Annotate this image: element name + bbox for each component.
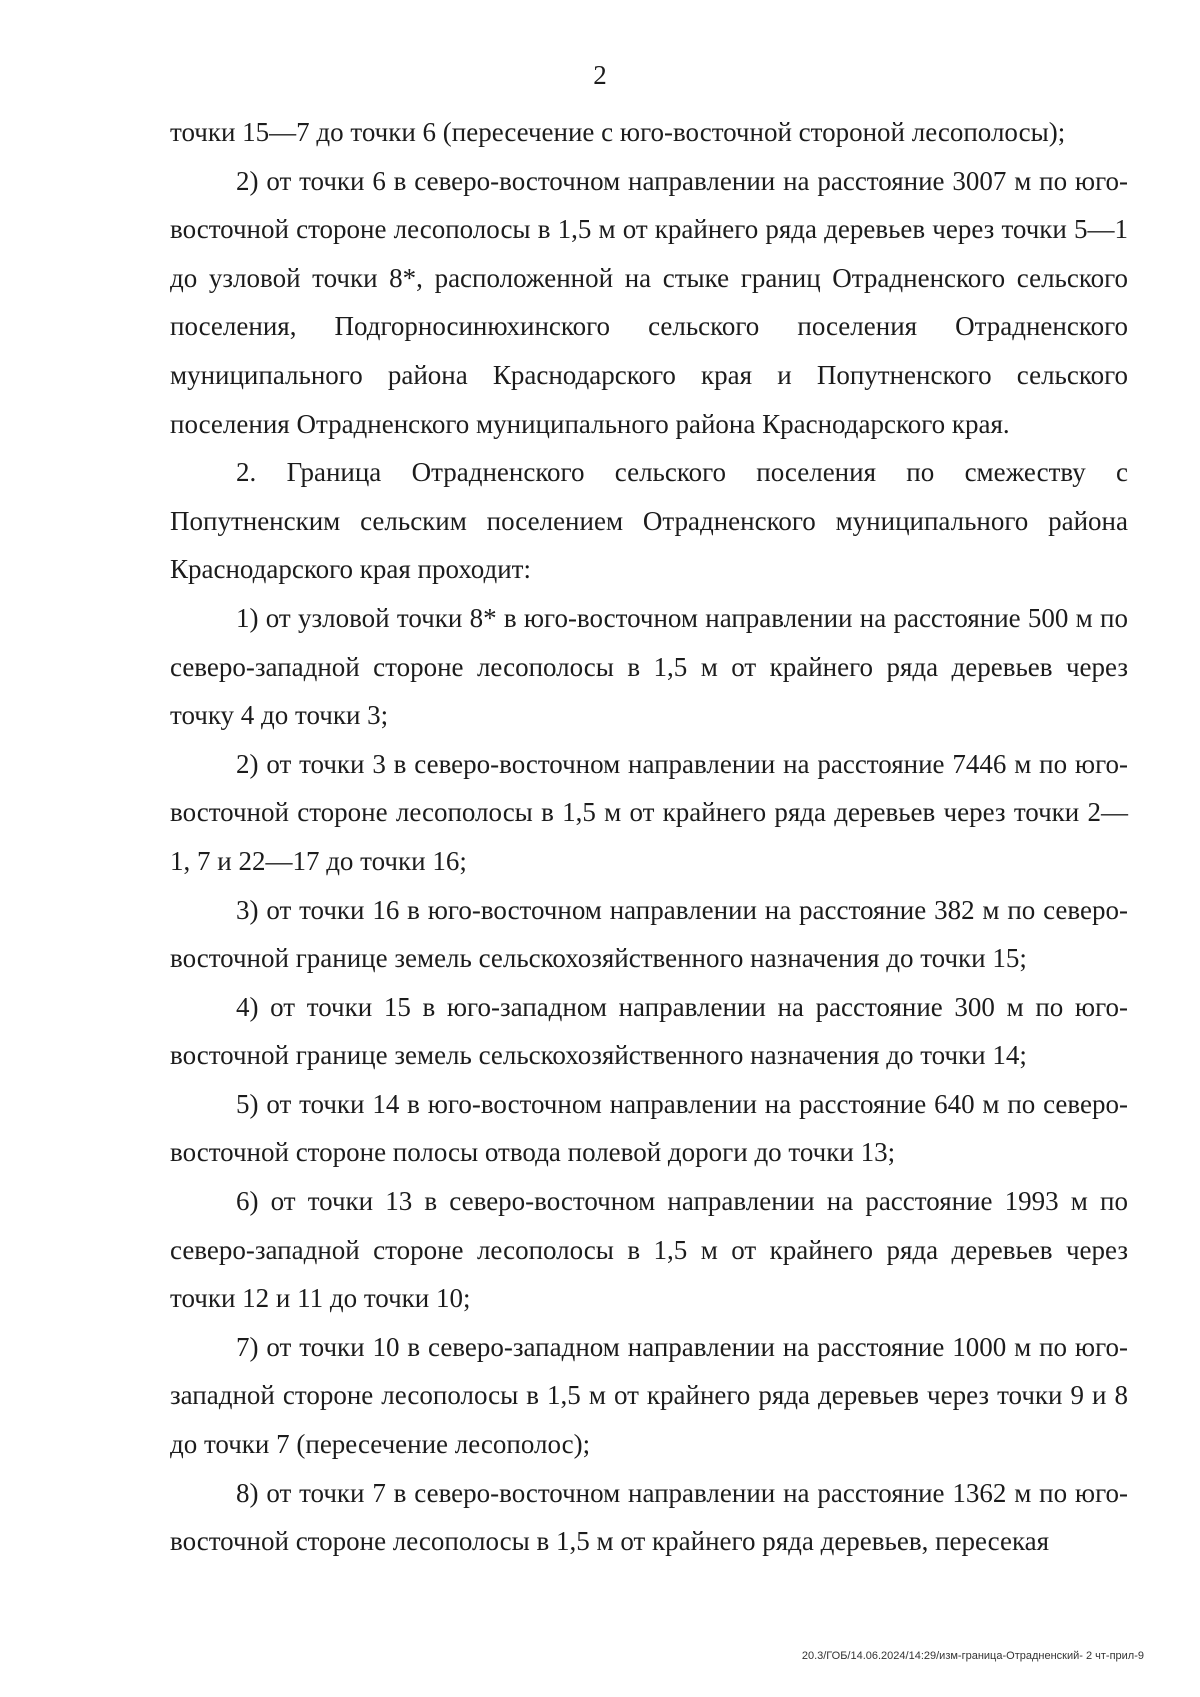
document-body xyxy=(170,108,1128,1566)
paragraph-item-7: 7) от точки 10 в северо-западном направлении на расстояние 1000 м по юго-западной стороне лесополосы в 1,5 м от крайнего ряда деревьев через точки 9 и 8 до точки 7 (пересечение лесополос); xyxy=(170,1331,1128,1460)
paragraph-item-2: 2) от точки 6 в северо-восточном направлении на расстояние 3007 м по юго-восточной стороне лесополосы в 1,5 м от крайнего ряда деревьев через точки 5—1 до узловой точки 8*, расположенной на стыке границ Отрадненского сельского поселения, Подгорносинюхинского сельского поселения Отрадненского муниципального района Краснодарского края и Попутненского сельского поселения Отрадненского муниципального района Краснодарского края. xyxy=(170,165,1128,439)
paragraph-item-3: 3) от точки 16 в юго-восточном направлении на расстояние 382 м по северо-восточной границе земель сельскохозяйственного назначения до точки 15; xyxy=(170,894,1128,974)
document-footer-code: 20.3/ГОБ/14.06.2024/14:29/изм-граница-Отрадненский- 2 чт-прил-9 xyxy=(801,1650,1144,1662)
paragraph-item-6: 6) от точки 13 в северо-восточном направлении на расстояние 1993 м по северо-западной стороне лесополосы в 1,5 м от крайнего ряда деревьев через точки 12 и 11 до точки 10; xyxy=(170,1186,1128,1314)
section-heading-paragraph: 2. Граница Отрадненского сельского поселения по смежеству с Попутненским сельским поселением Отрадненского муниципального района Краснодарского края проходит: xyxy=(170,457,1128,585)
paragraph-item-4: 4) от точки 15 в юго-западном направлении на расстояние 300 м по юго-восточной границе земель сельскохозяйственного назначения до точки 14; xyxy=(170,991,1128,1071)
page-number: 2 xyxy=(593,60,607,90)
paragraph-continuation: точки 15—7 до точки 6 (пересечение с юго-восточной стороной лесополосы); xyxy=(170,117,1066,147)
paragraph-item-8: 8) от точки 7 в северо-восточном направлении на расстояние 1362 м по юго-восточной стороне лесополосы в 1,5 м от крайнего ряда деревьев, пересекая xyxy=(170,1477,1128,1557)
paragraph-item-2b: 2) от точки 3 в северо-восточном направлении на расстояние 7446 м по юго-восточной стороне лесополосы в 1,5 м от крайнего ряда деревьев через точки 2—1, 7 и 22—17 до точки 16; xyxy=(170,748,1128,876)
paragraph-item-1: 1) от узловой точки 8* в юго-восточном направлении на расстояние 500 м по северо-западной стороне лесополосы в 1,5 м от крайнего ряда деревьев через точку 4 до точки 3; xyxy=(170,602,1128,731)
paragraph-item-5: 5) от точки 14 в юго-восточном направлении на расстояние 640 м по северо-восточной стороне полосы отвода полевой дороги до точки 13; xyxy=(170,1088,1128,1168)
